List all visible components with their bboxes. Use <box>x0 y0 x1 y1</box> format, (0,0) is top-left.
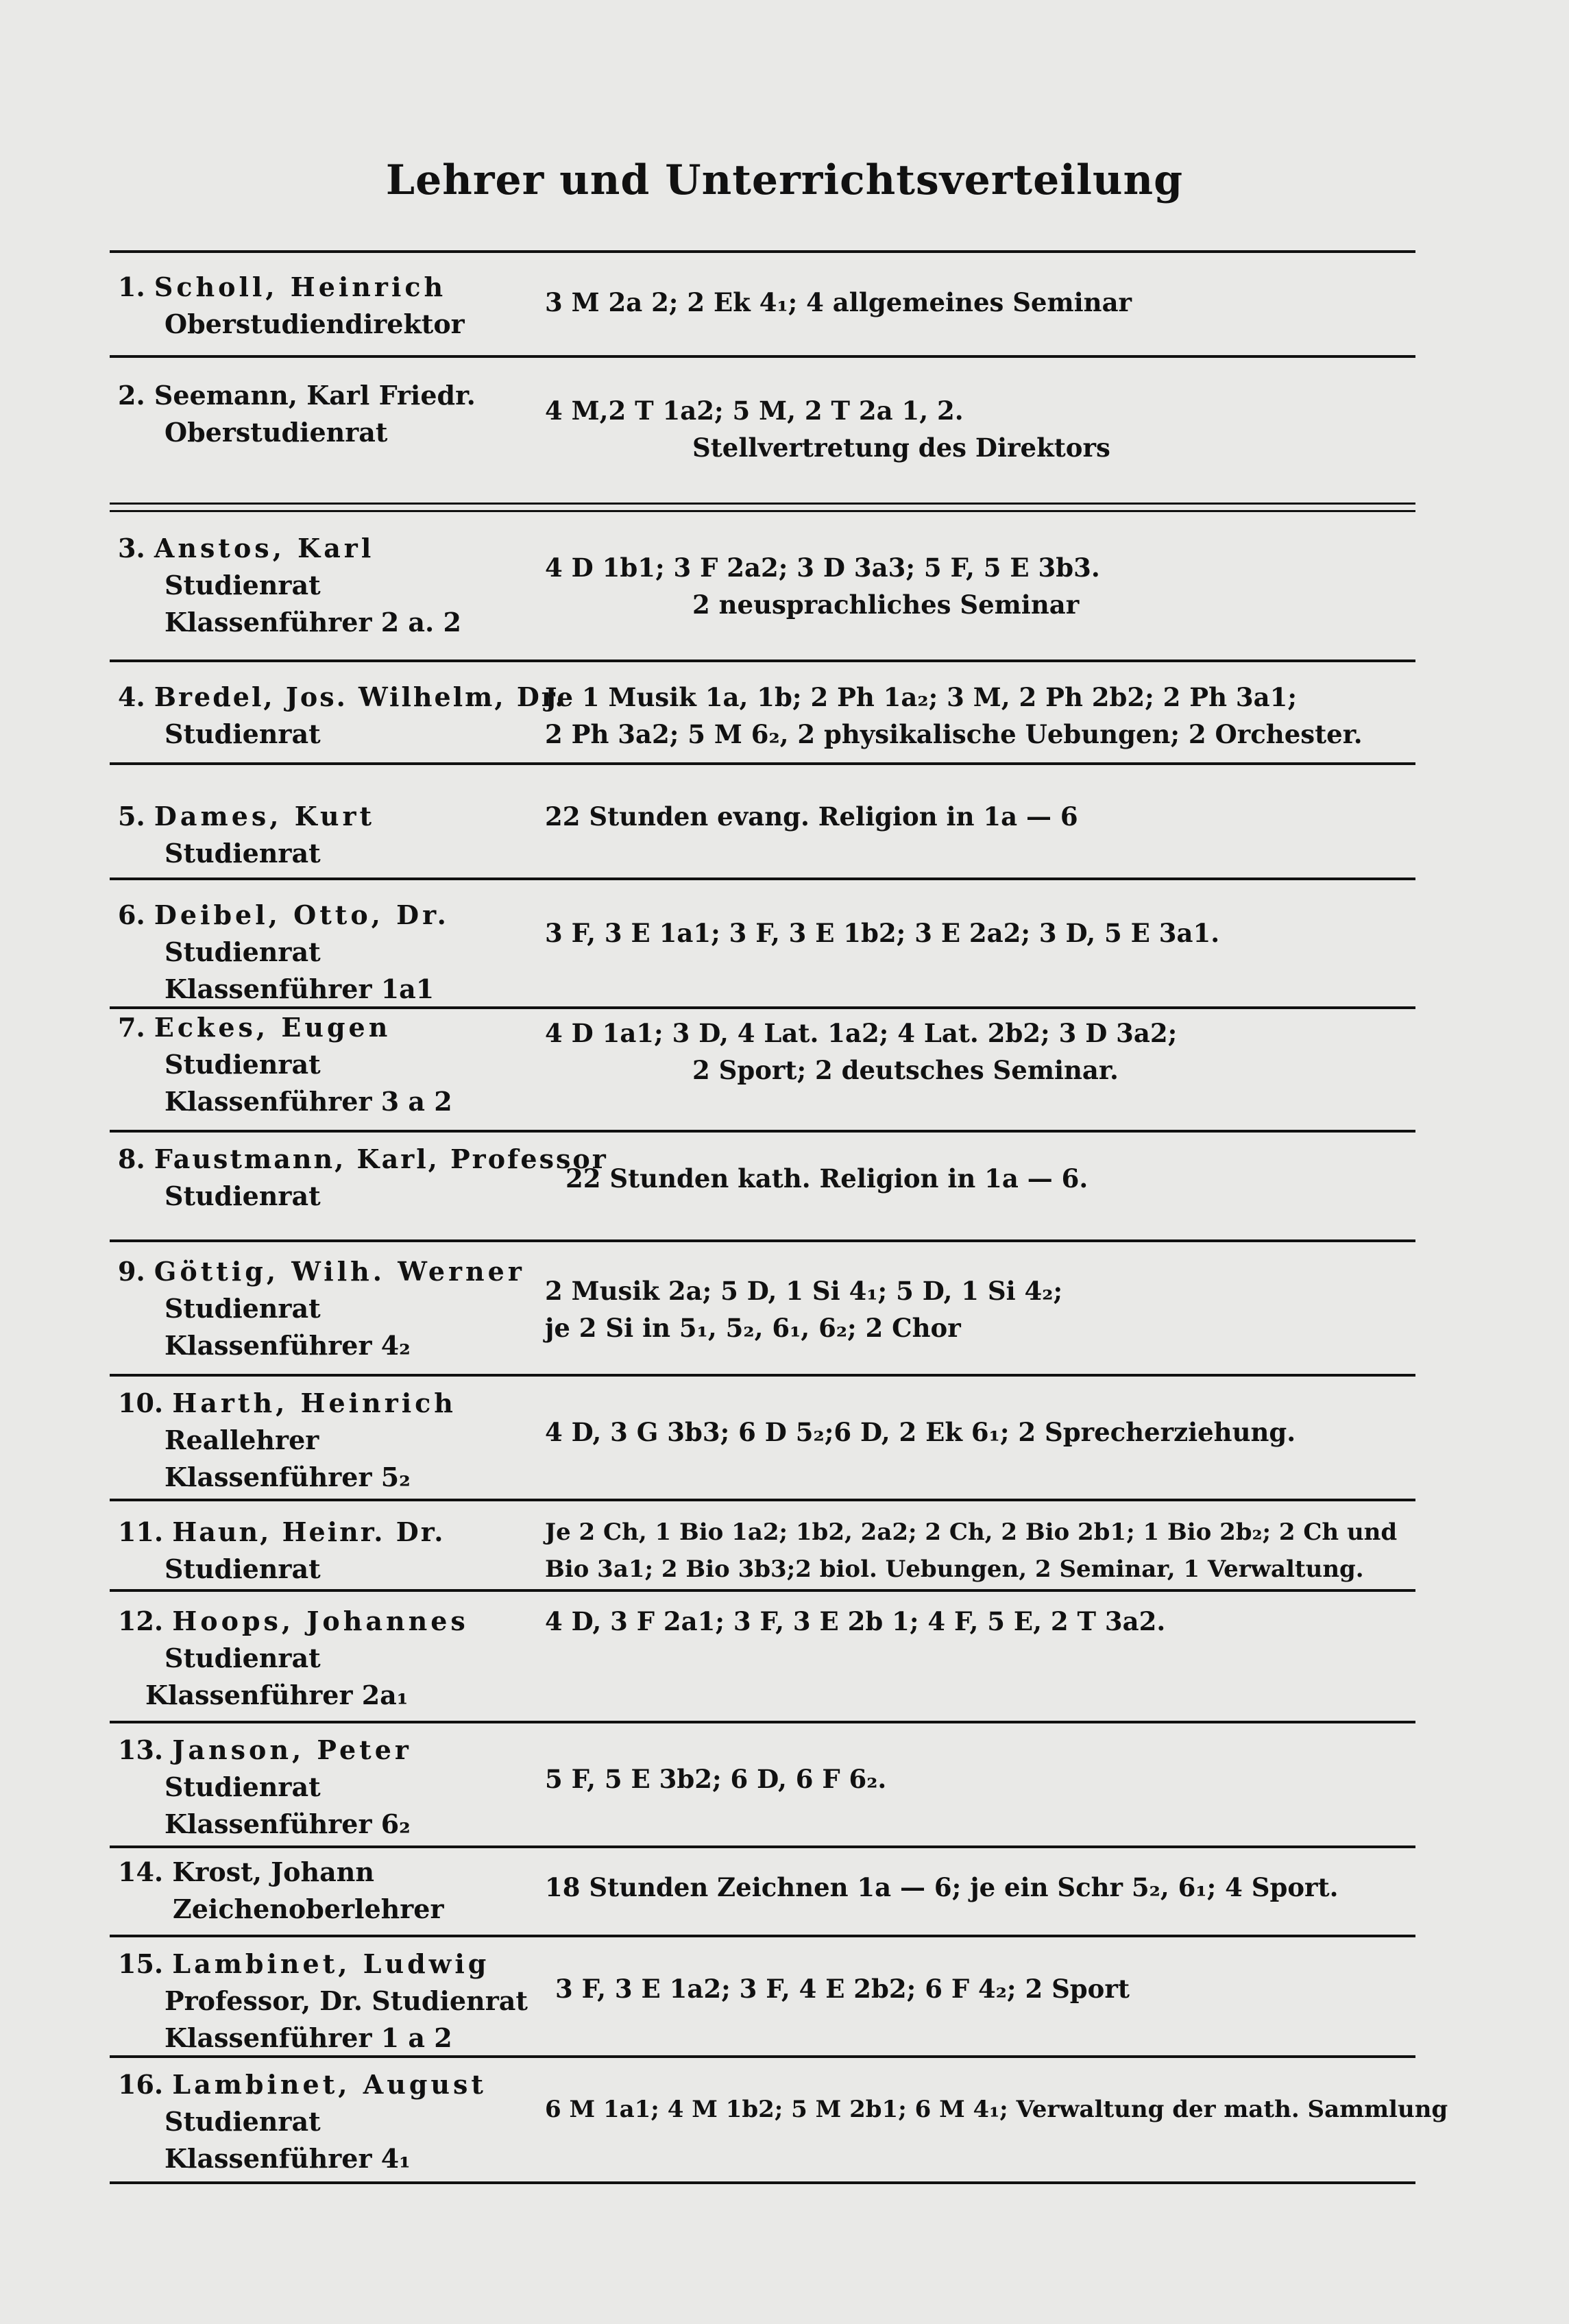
teacher-info <box>118 530 543 641</box>
teacher-name: Lambinet, Ludwig <box>172 1948 490 1979</box>
entry-number: 2. <box>118 380 145 411</box>
teacher-name: Göttig, Wilh. Werner <box>154 1256 525 1287</box>
teacher-info <box>118 798 543 872</box>
entry-number: 15. <box>118 1948 164 1979</box>
entry-number: 3. <box>118 533 145 564</box>
entry-number: 8. <box>118 1143 145 1174</box>
teacher-info <box>118 269 543 343</box>
entry-number: 5. <box>118 801 145 832</box>
assignment-line: Je 1 Musik 1a, 1b; 2 Ph 1a₂; 3 M, 2 Ph 2b2; 2 Ph 3a1; <box>545 682 1297 712</box>
divider <box>110 1239 1415 1242</box>
teacher-role: Klassenführer 4₂ <box>165 1330 411 1361</box>
teaching-assignment <box>565 1160 1436 1197</box>
divider <box>110 659 1415 662</box>
entry-number: 10. <box>118 1388 164 1418</box>
divider <box>110 2181 1415 2184</box>
assignment-line: Bio 3a1; 2 Bio 3b3;2 biol. Uebungen, 2 Seminar, 1 Verwaltung. <box>545 1556 1364 1583</box>
assignment-line: 2 neusprachliches Seminar <box>692 590 1080 620</box>
assignment-line: 4 D, 3 G 3b3; 6 D 5₂;6 D, 2 Ek 6₁; 2 Sprecherziehung. <box>545 1417 1296 1447</box>
teacher-info <box>118 1514 543 1588</box>
teacher-info <box>118 679 566 753</box>
teacher-role: Klassenführer 2 a. 2 <box>165 607 461 638</box>
assignment-line: 3 F, 3 E 1a1; 3 F, 3 E 1b2; 3 E 2a2; 3 D, 5 E 3a1. <box>545 918 1220 948</box>
divider <box>110 1130 1415 1133</box>
teacher-info <box>118 1732 543 1843</box>
teacher-info <box>118 1946 543 2057</box>
entry-number: 7. <box>118 1012 145 1043</box>
teacher-info <box>118 1009 543 1120</box>
teacher-info <box>118 2066 543 2177</box>
teacher-role: Studienrat <box>165 2106 321 2137</box>
teacher-role: Klassenführer 2a₁ <box>145 1680 409 1710</box>
teacher-role: Studienrat <box>165 936 321 967</box>
teacher-name: Bredel, Jos. Wilhelm, Dr. <box>154 681 566 712</box>
teacher-info <box>118 1385 543 1496</box>
teacher-role: Studienrat <box>165 838 321 869</box>
teacher-role: Studienrat <box>165 1643 321 1673</box>
assignment-line: je 2 Si in 5₁, 5₂, 6₁, 6₂; 2 Chor <box>545 1313 961 1343</box>
teacher-role: Klassenführer 1a1 <box>165 973 435 1004</box>
teacher-role: Studienrat <box>165 1181 321 1211</box>
teacher-role: Studienrat <box>165 1553 321 1584</box>
teacher-role: Oberstudiendirektor <box>165 308 465 339</box>
teacher-name: Haun, Heinr. Dr. <box>172 1516 446 1547</box>
teacher-name: Harth, Heinrich <box>172 1388 457 1418</box>
assignment-line: 3 M 2a 2; 2 Ek 4₁; 4 allgemeines Seminar <box>545 287 1132 317</box>
divider <box>110 762 1415 765</box>
assignment-line: 2 Ph 3a2; 5 M 6₂, 2 physikalische Uebungen; 2 Orchester. <box>545 719 1363 749</box>
teaching-assignment <box>545 798 1415 835</box>
teaching-assignment <box>545 549 1415 623</box>
assignment-line: Stellvertretung des Direktors <box>692 433 1110 463</box>
teacher-role: Klassenführer 6₂ <box>165 1808 411 1839</box>
teacher-role: Zeichenoberlehrer <box>173 1893 444 1924</box>
teacher-name: Dames, Kurt <box>154 801 376 832</box>
teacher-role: Studienrat <box>165 718 321 749</box>
teaching-assignment <box>545 1414 1415 1451</box>
entry-number: 12. <box>118 1606 164 1636</box>
assignment-line: Je 2 Ch, 1 Bio 1a2; 1b2, 2a2; 2 Ch, 2 Bio 2b1; 1 Bio 2b₂; 2 Ch und <box>545 1518 1398 1546</box>
assignment-line: 18 Stunden Zeichnen 1a — 6; je ein Schr 5₂, 6₁; 4 Sport. <box>545 1872 1339 1902</box>
teacher-role: Klassenführer 4₁ <box>165 2143 411 2174</box>
teaching-assignment <box>545 2091 1448 2128</box>
entry-number: 6. <box>118 899 145 930</box>
assignment-line: 4 M,2 T 1a2; 5 M, 2 T 2a 1, 2. <box>545 396 964 426</box>
divider <box>110 250 1415 253</box>
assignment-line: 4 D 1a1; 3 D, 4 Lat. 1a2; 4 Lat. 2b2; 3 D 3a2; <box>545 1018 1178 1048</box>
assignment-line: 3 F, 3 E 1a2; 3 F, 4 E 2b2; 6 F 4₂; 2 Sport <box>555 1974 1130 2004</box>
divider <box>110 355 1415 358</box>
divider <box>110 1374 1415 1377</box>
teacher-info <box>118 1253 543 1364</box>
teacher-role: Klassenführer 3 a 2 <box>165 1086 452 1117</box>
divider <box>110 1721 1415 1723</box>
teacher-info <box>118 1603 543 1714</box>
teacher-name: Anstos, Karl <box>154 533 375 564</box>
teacher-role: Oberstudienrat <box>165 417 388 448</box>
assignment-line: 2 Sport; 2 deutsches Seminar. <box>692 1055 1119 1085</box>
teacher-role: Klassenführer 1 a 2 <box>165 2022 452 2053</box>
page-title: Lehrer und Unterrichtsverteilung <box>385 156 1184 204</box>
teacher-role: Reallehrer <box>165 1425 319 1455</box>
entry-number: 9. <box>118 1256 145 1287</box>
entry-number: 11. <box>118 1516 164 1547</box>
teacher-info <box>118 897 543 1008</box>
teaching-assignment <box>545 392 1415 466</box>
teacher-role: Klassenführer 5₂ <box>165 1462 411 1492</box>
teacher-name: Lambinet, August <box>172 2069 487 2100</box>
teacher-name: Janson, Peter <box>172 1734 412 1765</box>
assignment-line: 4 D 1b1; 3 F 2a2; 3 D 3a3; 5 F, 5 E 3b3. <box>545 553 1100 583</box>
teacher-info <box>118 1854 543 1928</box>
teacher-name: Deibel, Otto, Dr. <box>154 899 450 930</box>
divider <box>110 1845 1415 1848</box>
teacher-role: Studienrat <box>165 570 321 601</box>
teaching-assignment <box>545 915 1415 952</box>
teacher-name: Eckes, Eugen <box>154 1012 391 1043</box>
teacher-role: Professor, Dr. Studienrat <box>165 1985 528 2016</box>
divider <box>110 1499 1415 1501</box>
assignment-line: 6 M 1a1; 4 M 1b2; 5 M 2b1; 6 M 4₁; Verwaltung der math. Sammlung <box>545 2096 1448 2123</box>
teacher-name: Seemann, Karl Friedr. <box>154 380 476 411</box>
assignment-line: 22 Stunden kath. Religion in 1a — 6. <box>565 1163 1088 1194</box>
teacher-role: Studienrat <box>165 1771 321 1802</box>
entry-number: 4. <box>118 681 145 712</box>
teacher-name: Hoops, Johannes <box>172 1606 469 1636</box>
divider <box>110 2055 1415 2058</box>
teaching-assignment <box>545 1015 1415 1089</box>
teaching-assignment <box>545 284 1415 321</box>
entry-number: 1. <box>118 271 145 302</box>
teacher-name: Krost, Johann <box>172 1856 374 1887</box>
teaching-assignment <box>545 1514 1415 1588</box>
teaching-assignment <box>545 1869 1415 1906</box>
divider <box>110 877 1415 880</box>
teacher-name: Faustmann, Karl, Professor <box>154 1143 608 1174</box>
teacher-role: Studienrat <box>165 1293 321 1324</box>
entry-number: 13. <box>118 1734 164 1765</box>
teacher-info <box>118 377 543 451</box>
assignment-line: 4 D, 3 F 2a1; 3 F, 3 E 2b 1; 4 F, 5 E, 2 T 3a2. <box>545 1606 1166 1636</box>
teacher-info <box>118 1141 608 1215</box>
assignment-line: 22 Stunden evang. Religion in 1a — 6 <box>545 801 1078 832</box>
teaching-assignment <box>545 679 1415 753</box>
teacher-name: Scholl, Heinrich <box>154 271 447 302</box>
divider <box>110 1935 1415 1937</box>
divider <box>110 503 1415 512</box>
teacher-role: Studienrat <box>165 1049 321 1080</box>
teaching-assignment <box>545 1603 1415 1640</box>
teaching-assignment <box>545 1760 1415 1798</box>
divider <box>110 1589 1415 1592</box>
entry-number: 14. <box>118 1856 164 1887</box>
assignment-line: 2 Musik 2a; 5 D, 1 Si 4₁; 5 D, 1 Si 4₂; <box>545 1276 1063 1306</box>
teaching-assignment <box>545 1272 1415 1346</box>
teaching-assignment <box>555 1970 1426 2007</box>
entry-number: 16. <box>118 2069 164 2100</box>
assignment-line: 5 F, 5 E 3b2; 6 D, 6 F 6₂. <box>545 1764 887 1794</box>
